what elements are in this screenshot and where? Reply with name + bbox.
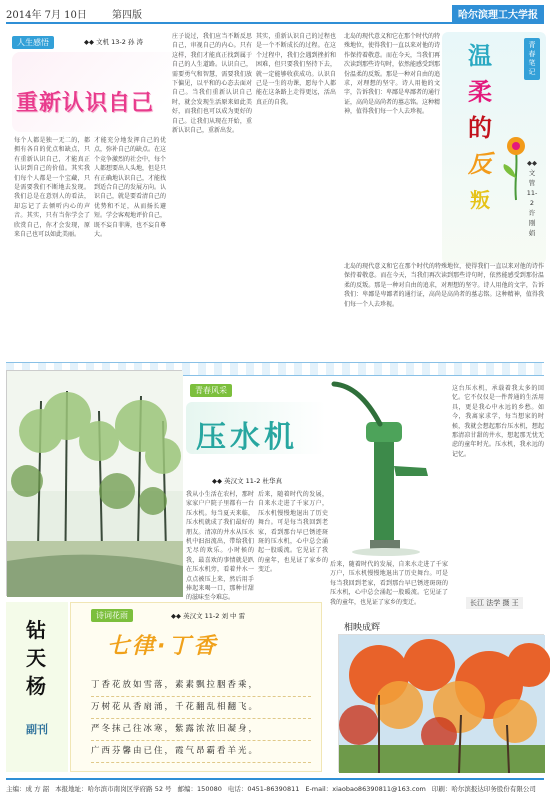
autumn-trees-image xyxy=(339,635,545,773)
article-column-3: 庄子说过，我们应当不断反思自己，审视自己的内心。只有这样，我们才能真正找到属于自己的人生道路。认识自己，需要勇气和智慧，需要我们放下偏见，以平和的心态去面对自己。当我们重新认识自己时，就会发现生活原来如此美好，而我们也可以成为更好的自己。让我们从现在开始，重新认识自己，重新出发。 xyxy=(172,33,252,135)
poem-title: 七律·丁香 xyxy=(107,634,219,659)
article-byline: ◆◆ 文机 13-2 孙 涛 xyxy=(84,38,144,46)
sidebar-text-top: 北岛的现代意义和它在那个时代的特殊地位，使得我们一直以来对他的诗作保持着敬意。而在今天，当我们再次读到那些诗句时，依然能感受到那份温柔的反叛。那是一种对自由的追求，对理想的坚守。诗人用他的文字，告诉我们：卑鄙是卑鄙者的通行证，高尚是高尚者的墓志铭。这种精神，值得我们每一个人去珍视。 xyxy=(344,33,441,116)
article-column-4: 其实，重新认识自己的过程也是一个不断成长的过程。在这个过程中，我们会遇到挫折和困难，但只要我们坚持下去，就一定能够收获成功。认识自己是一生的功课，愿每个人都能在这条路上走得更远，活出真正的自我。 xyxy=(256,33,336,106)
flower-illustration-icon xyxy=(492,130,540,200)
article-pump-title-area xyxy=(186,384,326,468)
page-header xyxy=(6,4,544,24)
edition-label: 第四版 xyxy=(112,9,142,21)
page-footer xyxy=(6,778,544,796)
sidebar-byline: ◆◆ 文管 11-2 许 刚 娟 xyxy=(526,159,538,237)
article-title: 压水机 xyxy=(196,420,298,455)
title-char: 天 xyxy=(26,646,46,670)
masthead: 哈尔滨理工大学报 xyxy=(452,5,544,22)
poem-line: 广西芬馨由已住，霞气昂霸看羊光。 xyxy=(91,741,311,763)
autumn-trees-photo xyxy=(338,634,544,772)
sidebar-text-bottom: 北岛的现代意义和它在那个时代的特殊地位，使得我们一直以来对他的诗作保持着敬意。而在今天，当我们再次读到那些诗句时，依然能感受到那份温柔的反叛。那是一种对自由的追求，对理想的坚守。诗人用他的文字，告诉我们：卑鄙是卑鄙者的通行证，高尚是高尚者的墓志铭。这种精神，值得我们每一个人去珍视。 xyxy=(344,263,544,308)
footer-editor: 主编：成 方 韶 xyxy=(6,784,50,793)
footer-phone: 电话：0451-86390811 xyxy=(227,784,300,793)
title-char: 温 xyxy=(468,42,492,70)
poem-line: 万树花从香扇涌，千花翻乱相翻飞。 xyxy=(91,697,311,719)
column-vertical-title xyxy=(16,616,56,700)
title-char: 的 xyxy=(468,114,492,142)
sidebar-section-tag: 青春笔记 xyxy=(524,38,540,80)
poem-lilac xyxy=(70,602,322,772)
poem-line: 严冬抹己往冰寒，紫露浓浓旧凝身， xyxy=(91,719,311,741)
column-banner xyxy=(6,602,68,772)
article-column-2: 才能充分地发挥自己的优点，弥补自己的缺点。在这个竞争激烈的社会中，每个人都想要出人头地，但是只有正确地认识自己，才能找到适合自己的发展方向。认识自己，就是要看清自己的优势和不足，从而扬长避短。学会客观地评价自己，既不妄自菲薄，也不妄自尊大。 xyxy=(94,137,167,239)
article-title: 重新认识自己 xyxy=(16,91,155,116)
poem-line: 丁香花放如雪落，素素飘拉胭香乘， xyxy=(91,675,311,697)
footer-email: E-mail：xiaobao86390811@163.com xyxy=(305,784,426,793)
section-tag: 诗词花雨 xyxy=(91,609,133,622)
poem-body xyxy=(91,675,311,763)
title-char: 柔 xyxy=(468,78,492,106)
footer-postcode: 邮编：150080 xyxy=(177,784,222,793)
article-byline: ◆◆ 英汉文 11-2 杜华真 xyxy=(212,477,282,485)
article-column-2b: 后来，随着时代的发展，自来水走进了千家万户，压水机慢慢地退出了历史舞台。可是每当我回到老家，看到那台早已锈迹斑斑的压水机，心中总会涌起一股暖流。它见证了我的童年，也见证了家乡的变迁。 xyxy=(330,561,448,606)
article-column-3: 这台压水机，承载着我太多的回忆。它不仅仅是一件普通的生活用具，更是我心中永远的乡愁。如今，我离家求学，每当想家的时候，我就会想起那台压水机，想起那清凉甘甜的井水，想起那无忧无虑的童年时光。压水机，我永远的记忆。 xyxy=(452,385,544,458)
column-subtitle: 副刊 xyxy=(26,723,48,736)
footer-printer: 印刷：哈尔滨报达印务股份有限公司 xyxy=(431,784,536,793)
article-column-1: 每个人都是独一无二的，都拥有各自的优点和缺点，只有重新认识自己，才能真正认识到自己的价值。其实我们每个人都是一个宝藏，只是需要我们不断地去发现。我们总是在意别人的看法，却忘记了去倾听内心的声音。其实，只有当你学会了欣赏自己，你才会发现，原来自己也可以如此美丽。 xyxy=(14,137,90,239)
article-column-2: 后来，随着时代的发展，自来水走进了千家万户，压水机慢慢地退出了历史舞台。可是每当我回到老家，看到那台早已锈迹斑斑的压水机，心中总会涌起一股暖流。它见证了我的童年，也见证了家乡的变迁。 xyxy=(258,491,328,574)
article-gentle-rebellion xyxy=(342,30,546,360)
article-column-1: 我从小生活在农村，那时家家户户院子里都有一台压水机。每当夏天来临，压水机就成了我们最好的朋友。清凉的井水从压水机中汩汩流出，带给我们无尽的欢乐。小时候的我，最喜欢的事情就是趴在压水机旁，看着井水一点点被压上来，然后用手捧起来喝一口，那种甘甜的滋味至今难忘。 xyxy=(186,491,254,602)
footer-address: 本报地址：哈尔滨市南岗区学府路 52 号 xyxy=(55,784,172,793)
photo-credit: 长江 法学 摄 王 xyxy=(466,597,523,609)
water-pump-image xyxy=(330,376,442,556)
section-tag: 青春风采 xyxy=(190,384,232,397)
title-char: 叛 xyxy=(470,188,490,212)
photo-title: 相映成辉 xyxy=(344,623,381,633)
issue-date: 2014年 7月 10日 xyxy=(6,9,87,21)
title-char: 反 xyxy=(468,150,492,178)
article-rethink-self xyxy=(6,30,338,360)
title-char: 杨 xyxy=(26,674,46,698)
title-char: 钻 xyxy=(26,618,46,642)
water-pump-photo xyxy=(330,376,442,556)
poem-byline: ◆◆ 英汉文 11-2 刘 中 雷 xyxy=(171,612,246,620)
section-tag: 人生感悟 xyxy=(12,36,54,49)
landscape-photo xyxy=(6,370,182,596)
trees-photo-image xyxy=(7,371,183,597)
